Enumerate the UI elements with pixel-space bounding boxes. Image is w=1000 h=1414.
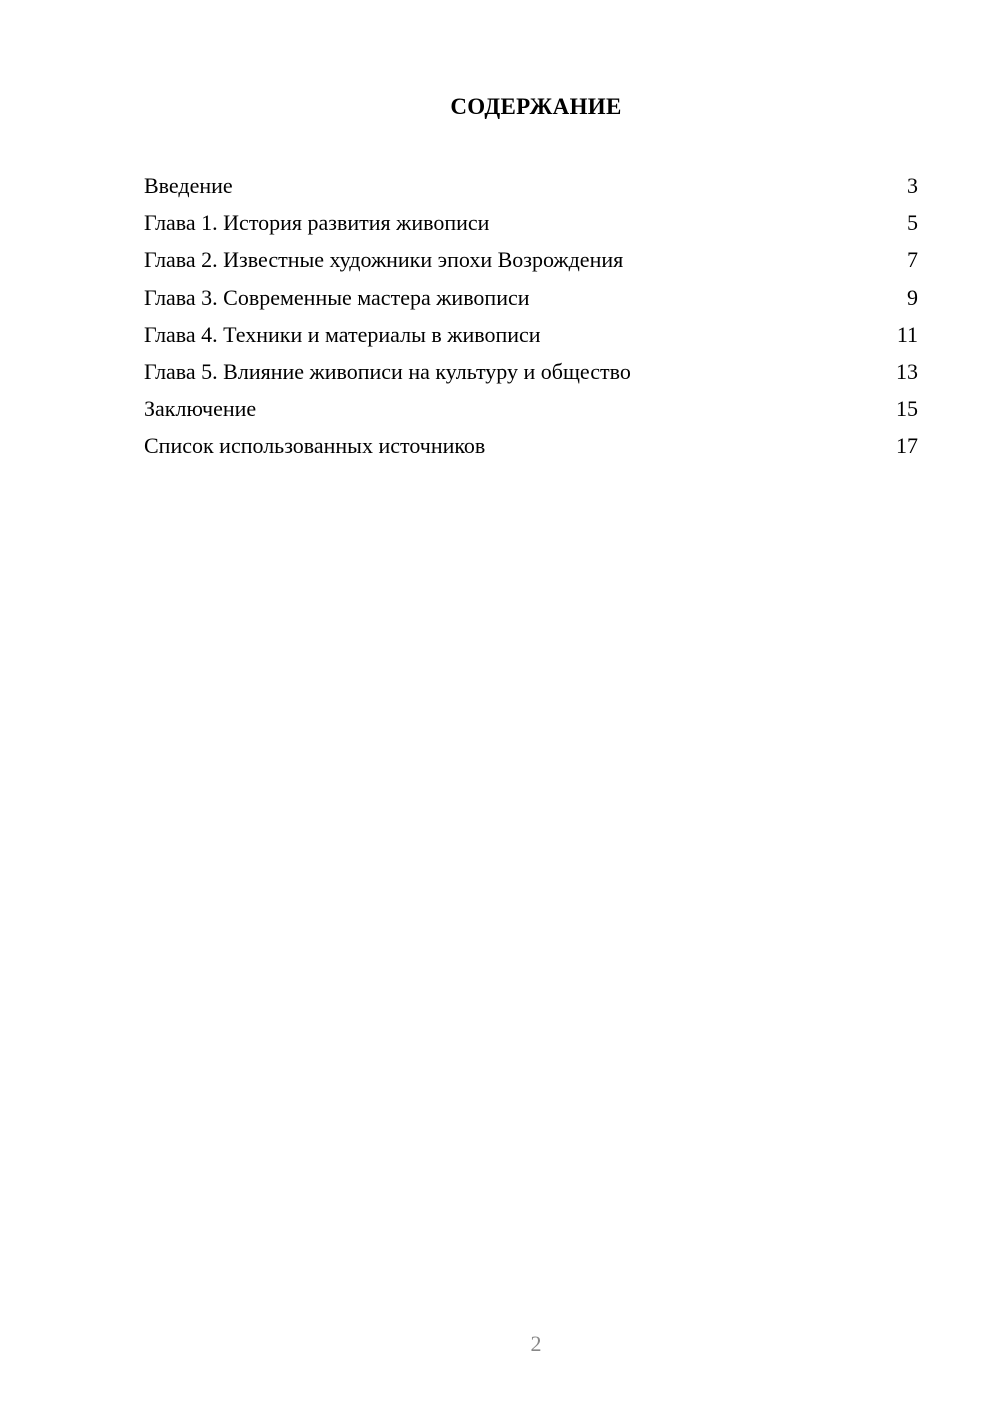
toc-entry-page: 13 xyxy=(896,358,918,384)
page-title: СОДЕРЖАНИЕ xyxy=(450,94,622,119)
toc-entry-label: Список использованных источников xyxy=(144,433,486,459)
toc-entry-chapter-1 xyxy=(144,204,918,241)
toc-entry-label: Глава 4. Техники и материалы в живописи xyxy=(144,321,541,347)
toc-entry-page: 11 xyxy=(896,321,918,347)
table-of-contents xyxy=(144,167,918,465)
toc-entry-label: Глава 1. История развития живописи xyxy=(144,210,490,236)
toc-entry-label: Заключение xyxy=(144,396,257,422)
toc-entry-page: 17 xyxy=(896,433,918,459)
toc-entry-label: Глава 2. Известные художники эпохи Возрождения xyxy=(144,247,624,273)
toc-entry-chapter-5 xyxy=(144,353,918,390)
toc-entry-page: 9 xyxy=(907,284,918,310)
toc-entry-label: Глава 3. Современные мастера живописи xyxy=(144,284,530,310)
toc-entry-chapter-3 xyxy=(144,279,918,316)
toc-entry-label: Введение xyxy=(144,173,233,198)
page-number: 2 xyxy=(530,1331,542,1356)
toc-entry-page: 15 xyxy=(896,396,918,422)
toc-entry-conclusion xyxy=(144,390,918,427)
toc-entry-introduction xyxy=(144,167,918,204)
toc-entry-page: 7 xyxy=(907,247,918,273)
toc-entry-chapter-4 xyxy=(144,316,918,353)
toc-entry-chapter-2 xyxy=(144,241,918,278)
toc-entry-page: 3 xyxy=(907,173,918,198)
toc-entry-references xyxy=(144,427,918,464)
toc-entry-label: Глава 5. Влияние живописи на культуру и общество xyxy=(144,358,631,384)
toc-entry-page: 5 xyxy=(907,210,918,236)
